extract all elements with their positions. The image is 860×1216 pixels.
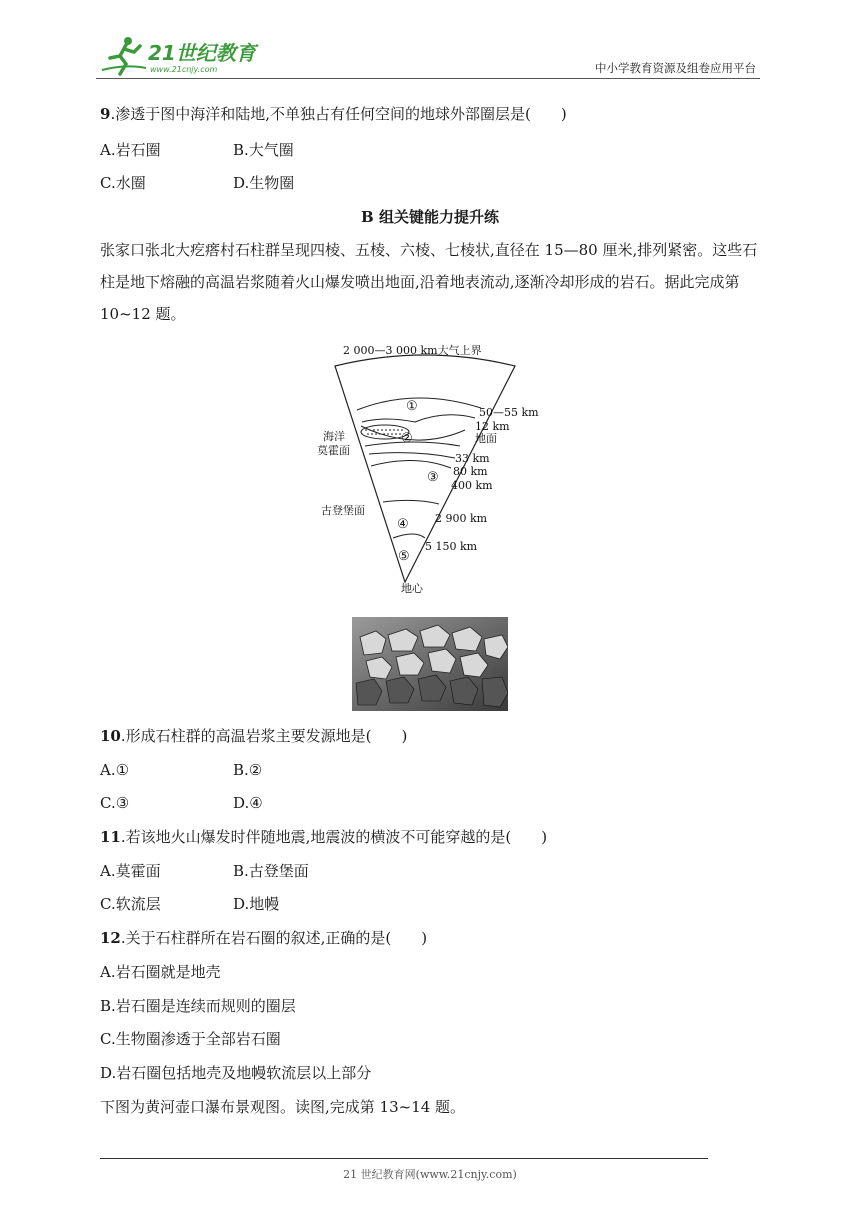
options-row (100, 760, 263, 780)
options-row (100, 173, 295, 193)
svg-text:www.21cnjy.com: www.21cnjy.com (150, 65, 218, 74)
depth-label: 33 km (455, 452, 490, 465)
header-divider (96, 78, 760, 79)
question-number: 12 (100, 929, 121, 947)
ocean-label: 海洋 (323, 430, 345, 443)
question-text: .关于石柱群所在岩石圈的叙述,正确的是( ) (120, 929, 428, 947)
question-10 (100, 726, 407, 746)
outro-text: 下图为黄河壶口瀑布景观图。读图,完成第 13~14 题。 (100, 1098, 466, 1116)
footer-link[interactable]: 21 世纪教育网(www.21cnjy.com) (343, 1168, 517, 1181)
option-d: D.④ (233, 794, 263, 812)
options-row (100, 894, 280, 914)
question-12 (100, 928, 427, 948)
svg-text:21世纪教育: 21世纪教育 (148, 41, 256, 65)
options-row (100, 140, 294, 160)
footer-divider (100, 1158, 708, 1159)
depth-label: 12 km (475, 420, 510, 433)
question-9 (100, 104, 567, 124)
question-number: 10 (100, 727, 121, 745)
option-b: B.大气圈 (233, 141, 294, 159)
depth-label: 5 150 km (425, 540, 478, 553)
page-header (96, 34, 760, 78)
option-b: B.古登堡面 (233, 862, 309, 880)
options-row (100, 793, 263, 813)
question-text: .渗透于图中海洋和陆地,不单独占有任何空间的地球外部圈层是( ) (110, 105, 567, 123)
layer-5-label: ⑤ (398, 549, 410, 564)
section-title: B 组关键能力提升练 (361, 208, 499, 226)
option-a: A.岩石圈就是地壳 (100, 963, 221, 981)
depth-label: 2 900 km (435, 512, 488, 525)
layer-3-label: ③ (427, 470, 439, 485)
depth-label: 50—55 km (479, 406, 539, 419)
option-c: C.③ (100, 794, 130, 812)
option-a: A.莫霍面 (100, 862, 161, 880)
earth-layers-diagram (305, 342, 555, 597)
option-d: D.地幔 (233, 895, 280, 913)
layer-1-label: ① (406, 399, 418, 414)
depth-label: 400 km (451, 479, 493, 492)
ground-label: 地面 (475, 432, 497, 445)
question-11 (100, 827, 547, 847)
question-number: 9 (100, 105, 111, 123)
gutenberg-label: 古登堡面 (321, 504, 365, 517)
option-d: D.生物圈 (233, 174, 295, 192)
option-c: C.水圈 (100, 174, 146, 192)
earth-core-label: 地心 (401, 582, 423, 595)
moho-label: 莫霍面 (317, 444, 350, 457)
diagram-top-label: 2 000—3 000 km大气上界 (343, 344, 482, 357)
option-a: A.① (100, 761, 130, 779)
layer-4-label: ④ (397, 517, 409, 532)
header-platform-text: 中小学教育资源及组卷应用平台 (595, 61, 756, 75)
basalt-columns-photo (352, 617, 508, 711)
question-number: 11 (100, 828, 121, 846)
option-a: A.岩石圈 (100, 141, 161, 159)
option-d: D.岩石圈包括地壳及地幔软流层以上部分 (100, 1064, 372, 1082)
option-b: B.岩石圈是连续而规则的圈层 (100, 997, 296, 1015)
question-text: .若该地火山爆发时伴随地震,地震波的横波不可能穿越的是( ) (120, 828, 548, 846)
logo (96, 34, 266, 78)
intro-paragraph: 张家口张北大疙瘩村石柱群呈现四棱、五棱、六棱、七棱状,直径在 15—80 厘米,排列紧密。这些石柱是地下熔融的高温岩浆随着火山爆发喷出地面,沿着地表流动,逐渐冷却形成的岩石。据此完成第 10~12 题。 (100, 241, 758, 323)
option-c: C.软流层 (100, 895, 161, 913)
layer-2-label: ② (401, 431, 413, 446)
options-row (100, 861, 309, 881)
question-text: .形成石柱群的高温岩浆主要发源地是( ) (120, 727, 408, 745)
option-c: C.生物圈渗透于全部岩石圈 (100, 1030, 281, 1048)
depth-label: 80 km (453, 465, 488, 478)
runner-icon (102, 37, 146, 74)
option-b: B.② (233, 761, 263, 779)
